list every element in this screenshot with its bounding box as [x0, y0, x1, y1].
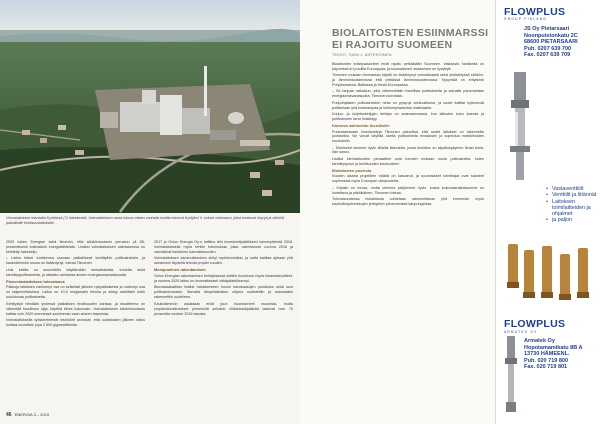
- paragraph: Biolaitosten edistysaskeleet eivät rajoitu pelkästään Suomeen. Vastaavia hankkeita on käynnissä eri puolilla Eurooppaa, ja suomalainen osaaminen on kysyttyä.: [332, 62, 484, 71]
- paragraph: Vuoden aikana projektien määrä on kasvanut, ja suomalaiset toimittajat ovat saaneet sopimuksia myös Euroopan ulkopuolelta.: [332, 174, 484, 184]
- ad-brand-logo: FLOWPLUS: [504, 6, 566, 18]
- paragraph: Voimalaitoksella työskentelevät insinöörit arvioivat, että uudistusten jälkeen laitos tuottaa vuosittain jopa 2 600 gigawattituntia.: [6, 318, 145, 327]
- ad-address-line: 13730 HÄMEENL.: [524, 351, 570, 358]
- paragraph: Puupohjaisten polttoaineiden hinta on pysynyt kohtuullisena, ja uudet kattilat kykenevät polttamaan yhä kosteampaa ja heikompilaatuista materiaalia.: [332, 100, 484, 110]
- subheading: Monipuolinen rakentaminen: [154, 267, 206, 273]
- left-column-2: [154, 240, 293, 318]
- flowplus-advertisement[interactable]: [495, 0, 600, 424]
- paragraph: Voimalaitoksen sammuttaminen siirtyi myöhemmäksi, ja uutta kattilaa ajetaan yhä useammin täydellä teholla ympäri vuoden.: [154, 256, 293, 266]
- ad-address-line: Puh. 020 719 800: [524, 357, 569, 364]
- ad-bullet: • Vastaventtiilit: [546, 186, 598, 192]
- ad-address-line: Armatek Oy: [524, 338, 555, 344]
- paragraph: Kehitystyö tehdään yhdessä paikallisen teollisuuden kanssa, ja tavoitteena on vähentää fossiilisen öljyn käyttöä lähes kokonaan. Voimalaitoksen sähköntuotanto kattaa noin 2020 mennessä suurimman osan alueen tarpeesta.: [6, 301, 145, 316]
- page-folio: [6, 412, 49, 418]
- article-byline: TEKSTI: SAMI J. ANTEROINEN: [332, 53, 392, 57]
- valve-product-image-secondary: [502, 336, 520, 416]
- right-article-column: [332, 62, 484, 208]
- aerial-photo-power-plant: [0, 0, 300, 213]
- paragraph: Tiimonen mukaan biomassan käyttö on lisääntynyt voimakkaasti sekä yhdistetyssä sähkön- ja lämmöntuotannossa että pelkässä lämmöntuotannossa. Kysyntää on erityisesti Pohjoismaissa, Baltiassa ja Keski-Euroopassa.: [332, 73, 484, 87]
- ad-address-line: Hopotamamikatu 8B A: [524, 344, 583, 351]
- paragraph: Oulun Energian rakentamisen kehityksessä otettiin huomioon myös ilmastotavoitteet, ja vuonna 2020 laitos on huomattavasti vähäpäästöisempi.: [154, 274, 293, 283]
- paragraph: – Kilpailu on kovaa, mutta olemme pärjänneet hyvin, koska kokonaisratkaisumme on luotettava ja pitkäikäinen, Tiimonen toteaa.: [332, 185, 484, 195]
- ad-address-line: JS Oy Pietarsaari: [524, 26, 570, 32]
- ad-address-secondary: [524, 338, 596, 371]
- paragraph: – Teknisesti olemme hyvin lähellä tilannetta, jossa biolaitos on kilpailukykyinen ilman tukia, hän sanoo.: [332, 145, 484, 155]
- ad-address-line: Puh. 0207 639 700: [524, 45, 572, 52]
- ad-bullet: • Laitoksen toimilaitteiden ja ohjaimet: [546, 199, 598, 218]
- subheading: Biolaitosten puolesta: [332, 167, 372, 173]
- paragraph: Kaukolämmön asiakkaat eivät juuri huomanneet muutosta, mutta ympäristövaikutukset pienenivät selvästi: hiilidioksidipäästöt laskivat noin 70 prosenttia vuoden 2016 tasosta.: [154, 301, 293, 316]
- ad-tagline-secondary: ARMATEK OY: [504, 330, 538, 334]
- ad-address-line: Fax. 0207 639 709: [524, 52, 571, 59]
- paragraph: Biomassakattilan lisäksi hankkeeseen kuului savukaasujen puhdistus sekä uusi polttoainevarasto. Samalla lämpölaitoksen ohjaus uudistettiin ja automaatio rakennettiin uudelleen.: [154, 285, 293, 300]
- ad-address-line: Fax. 020 719 801: [524, 364, 568, 371]
- brass-fittings-image: [502, 236, 597, 311]
- aerial-photo-image: [0, 0, 300, 213]
- ad-bullet: • Venttiilit ja liitännät: [546, 192, 598, 198]
- valve-product-image: [502, 72, 538, 182]
- ad-address-line: 68600 PIETARSAARI: [524, 39, 578, 46]
- ad-tagline: GROUP FINLAND: [504, 17, 548, 21]
- paragraph: – Laitos tekee tuotteensa suoraan paikallisesti kerättyihin polttoaineisiin, ja kaukolämmön osuus on lisääntynyt, toteaa Tiimonen.: [6, 256, 145, 266]
- subheading: Kasvava vaihtoehto fossiilisille: [332, 122, 390, 128]
- right-page: [300, 0, 600, 424]
- publication-issue: ENERGIA 3 – 2019: [14, 412, 50, 417]
- paragraph: 2017 jo Oulun Energia Oy:n hallitus teki investointipäätöksen toimenpiteistä 2018. Voimalaitoksella myös tehtiin tutkimuksia, jotka valmistuivat vuonna 2016 ja vahvistivat hankkeen kannattavuuden.: [154, 240, 293, 254]
- ad-brand-logo-secondary: FLOWPLUS: [504, 318, 566, 330]
- photo-caption: Voimalaitoksen edustalla Kyrölässä (?) hakekenttä. Voimalaitoksen vasta lukuun ottaen vanhalla tontilla toimivat Kyröjärvi II -koksin vetokaivot, jotka tuottavat höyryä ja sähköä paikallisille teollisuuslaitoksille.: [6, 216, 284, 225]
- paragraph: Lisäksi kiertotalouden periaatteet ovat tuoneet mukaan uusia polttoaineita, kuten kierrätyspuun ja teollisuuden sivutuotteet.: [332, 156, 484, 166]
- paragraph: Tulevaisuudessa biolaitoksia odotetaan rakennettavan yhä enemmän myös kaukolämpöverkkojen yhteyteen pienemmissä kaupungeissa.: [332, 197, 484, 206]
- subheading: Pienvoimalaitoksen tulevaisuus: [6, 278, 65, 284]
- paragraph: Puolustaessaan investointeja Tiimonen painottaa, että uudet laitokset on rakennettu joustaviksi. Ne voivat käyttää useita polttoaineita rinnakkain ja sopeutua markkinoiden muutoksiin.: [332, 129, 484, 144]
- ad-address-line: Noonpuistonkatu 2C: [524, 32, 578, 39]
- left-column-1: [6, 240, 145, 329]
- paragraph: Pakkoja laitoksen vanhempi osa on selkeästi jälkeen nykyaikaisesta ja uudempi osa on laajennettavissa. Laitos on 10,9 megawatin teholla ja siirtyy asteittain kohti uusiutuvaa polttoainetta.: [6, 285, 145, 300]
- ad-address: [524, 26, 596, 59]
- ad-bullet: • ja paljon: [546, 217, 598, 223]
- paragraph: – Se tarjoaa ratkaisun, jolla vähennetään fossiilisia polttoaineita ja samalla parannetaan energiaomavaraisuutta, Tiimonen korostaa.: [332, 89, 484, 99]
- paragraph: 2009 lukien Energian sekä lämmön- että sähköntuotanto perustuu yli 85-prosenttisesti kotimaisiin energialähteisiin. Lisäksi voimalaitoksen valmistuessa on kehitetty hakeketju.: [6, 240, 145, 254]
- article-title: BIOLAITOSTEN ESIINMARSSI EI RAJOITU SUOMEEN: [332, 27, 489, 51]
- paragraph: Uusi kattila on suunniteltu käyttämään metsähaketta, turvetta sekä kierrätyspolttoaineita, ja ratkaisu vahvistaa alueen energiaomavaraisuutta.: [6, 267, 145, 277]
- paragraph: Korjuu- ja kuljetusketjujen kehitys on avainasemassa, kun laitosten koko kasvaa ja polttoaineen tarve lisääntyy.: [332, 111, 484, 121]
- page-number: 46: [6, 412, 12, 418]
- ad-product-list: [546, 186, 598, 224]
